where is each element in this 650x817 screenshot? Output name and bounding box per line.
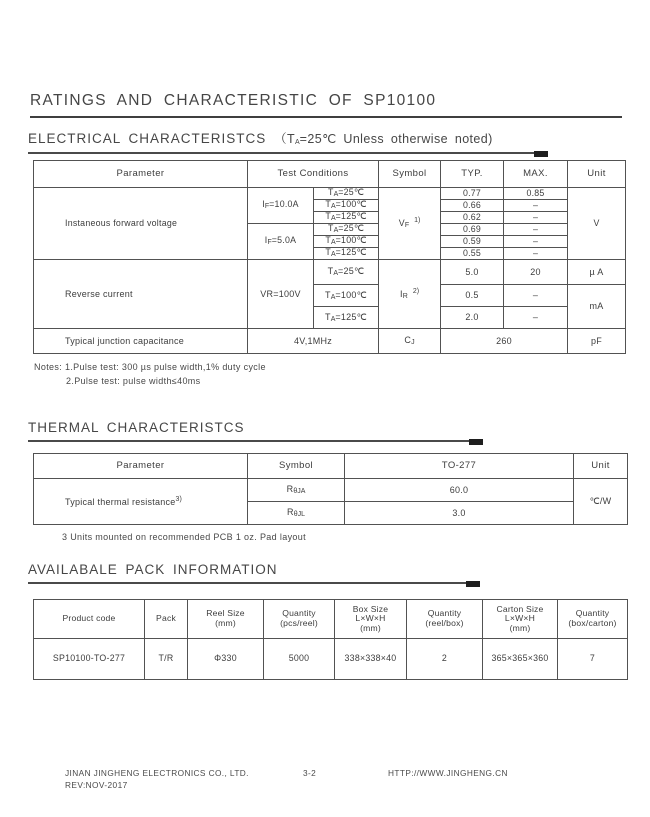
electrical-heading-text: ELECTRICAL CHARACTERISTCS xyxy=(28,131,267,146)
cond-vr-cell: VR=100V xyxy=(248,260,314,329)
cond-if5-cell xyxy=(248,224,314,260)
thermal-note: 3 Units mounted on recommended PCB 1 oz. Pad layout xyxy=(62,532,306,542)
cond-ta-cell xyxy=(314,260,379,285)
max-cell: – xyxy=(504,200,568,212)
table-row xyxy=(34,188,626,200)
if5-label: $I_F=5.0A$ xyxy=(264,235,297,247)
pack-cell: T/R xyxy=(145,639,188,680)
max-cell: – xyxy=(504,248,568,260)
ir-symbol: $I_R^{2)}$ xyxy=(399,287,420,300)
box-size-cell: 338×338×40 xyxy=(335,639,407,680)
cond-ta-cell xyxy=(314,236,379,248)
typ-max-cell: 260 xyxy=(441,329,568,354)
cj-symbol: $C_J$ xyxy=(404,335,415,347)
thermal-heading-text: THERMAL CHARACTERISTCS xyxy=(28,420,245,435)
header-max: MAX. xyxy=(504,161,568,188)
cond-if10-cell xyxy=(248,188,314,224)
typ-cell: 0.69 xyxy=(441,224,504,236)
carton-size-cell: 365×365×360 xyxy=(483,639,558,680)
heading-end-mark xyxy=(466,581,480,587)
max-cell: – xyxy=(504,212,568,224)
note-2: 2.Pulse test: pulse width≤40ms xyxy=(66,376,201,386)
max-cell: – xyxy=(504,307,568,329)
table-header-row xyxy=(34,161,626,188)
vf-symbol: $V_F^{1)}$ xyxy=(398,217,421,230)
cond-ta-cell xyxy=(314,285,379,307)
electrical-condition-text: （$T_A=25℃$ Unless otherwise noted) xyxy=(274,132,493,146)
header-parameter: Parameter xyxy=(34,454,248,479)
max-cell: – xyxy=(504,224,568,236)
typ-cell: 0.77 xyxy=(441,188,504,200)
typ-cell: 0.66 xyxy=(441,200,504,212)
thermal-section-heading xyxy=(28,420,483,442)
header-pack: Pack xyxy=(145,600,188,639)
ta100-label: $T_A=100℃$ xyxy=(325,199,367,211)
header-symbol: Symbol xyxy=(248,454,345,479)
pack-information-table xyxy=(33,599,628,680)
cond-ta-cell xyxy=(314,307,379,329)
header-to277: TO-277 xyxy=(345,454,574,479)
unit-cell: mA xyxy=(568,285,626,329)
product-code-cell: SP10100-TO-277 xyxy=(34,639,145,680)
cond-ta-cell xyxy=(314,248,379,260)
header-qty-carton: Quantity (box/carton) xyxy=(558,600,628,639)
thermal-param-label: Typical thermal resistance$^{3)}$ xyxy=(65,495,182,507)
header-carton-size: Carton Size L×W×H (mm) xyxy=(483,600,558,639)
symbol-cj-cell xyxy=(379,329,441,354)
header-symbol: Symbol xyxy=(379,161,441,188)
unit-cell: pF xyxy=(568,329,626,354)
footer-company: JINAN JINGHENG ELECTRONICS CO., LTD. xyxy=(65,768,249,778)
ta100-label: $T_A=100℃$ xyxy=(325,235,367,247)
typ-cell: 0.62 xyxy=(441,212,504,224)
typ-cell: 0.5 xyxy=(441,285,504,307)
table-row xyxy=(34,479,628,502)
unit-cell: µ A xyxy=(568,260,626,285)
electrical-section-heading xyxy=(28,129,548,154)
table-header-row xyxy=(34,454,628,479)
header-unit: Unit xyxy=(574,454,628,479)
unit-cell: ℃/W xyxy=(574,479,628,525)
typ-cell: 2.0 xyxy=(441,307,504,329)
header-product-code: Product code xyxy=(34,600,145,639)
qty-reel-cell: 5000 xyxy=(264,639,335,680)
ta25-label: $T_A=25℃$ xyxy=(327,266,365,278)
value-cell: 3.0 xyxy=(345,502,574,525)
if10-label: $I_F=10.0A$ xyxy=(262,199,299,211)
rthja-symbol: $R_{\theta JA}$ xyxy=(286,484,306,496)
symbol-rthja-cell xyxy=(248,479,345,502)
header-box-size: Box Size L×W×H (mm) xyxy=(335,600,407,639)
max-cell: 20 xyxy=(504,260,568,285)
electrical-characteristics-table xyxy=(33,160,626,354)
page-title: RATINGS AND CHARACTERISTIC OF SP10100 xyxy=(30,92,622,118)
ta125-label: $T_A=125℃$ xyxy=(325,211,367,223)
footer-revision: REV:NOV-2017 xyxy=(65,780,128,790)
param-cell: Reverse current xyxy=(34,260,248,329)
header-typ: TYP. xyxy=(441,161,504,188)
ta25-label: $T_A=25℃$ xyxy=(327,223,365,235)
param-cell xyxy=(34,479,248,525)
cond-ta-cell xyxy=(314,212,379,224)
typ-cell: 0.59 xyxy=(441,236,504,248)
ta100-label: $T_A=100℃$ xyxy=(324,289,368,301)
ta125-label: $T_A=125℃$ xyxy=(325,247,367,259)
pack-section-heading xyxy=(28,562,480,584)
cond-cj-cell: 4V,1MHz xyxy=(248,329,379,354)
max-cell: 0.85 xyxy=(504,188,568,200)
header-reel-size: Reel Size (mm) xyxy=(188,600,264,639)
header-qty-box: Quantity (reel/box) xyxy=(407,600,483,639)
thermal-characteristics-table xyxy=(33,453,628,525)
symbol-vf-cell xyxy=(379,188,441,260)
typ-cell: 0.55 xyxy=(441,248,504,260)
max-cell: – xyxy=(504,236,568,248)
table-row xyxy=(34,329,626,354)
note-1: Notes: 1.Pulse test: 300 µs pulse width,1% duty cycle xyxy=(34,362,266,372)
header-unit: Unit xyxy=(568,161,626,188)
unit-cell: V xyxy=(568,188,626,260)
qty-carton-cell: 7 xyxy=(558,639,628,680)
footer-page-number: 3-2 xyxy=(303,768,317,778)
cond-ta-cell xyxy=(314,200,379,212)
heading-end-mark xyxy=(469,439,483,445)
param-cell: Instaneous forward voltage xyxy=(34,188,248,260)
cond-ta-cell xyxy=(314,224,379,236)
symbol-rthjl-cell xyxy=(248,502,345,525)
typ-cell: 5.0 xyxy=(441,260,504,285)
table-row xyxy=(34,260,626,285)
symbol-ir-cell xyxy=(379,260,441,329)
heading-end-mark xyxy=(534,151,548,157)
value-cell: 60.0 xyxy=(345,479,574,502)
header-test-conditions: Test Conditions xyxy=(248,161,379,188)
cond-ta-cell xyxy=(314,188,379,200)
ta25-label: $T_A=25℃$ xyxy=(327,187,365,199)
qty-box-cell: 2 xyxy=(407,639,483,680)
table-row xyxy=(34,639,628,680)
pack-heading-text: AVAILABALE PACK INFORMATION xyxy=(28,562,278,577)
header-qty-reel: Quantity (pcs/reel) xyxy=(264,600,335,639)
table-header-row xyxy=(34,600,628,639)
reel-size-cell: Φ330 xyxy=(188,639,264,680)
ta125-label: $T_A=125℃$ xyxy=(324,311,368,323)
rthjl-symbol: $R_{\theta JL}$ xyxy=(286,507,306,519)
footer-website: HTTP://WWW.JINGHENG.CN xyxy=(388,768,508,778)
param-cell: Typical junction capacitance xyxy=(34,329,248,354)
header-parameter: Parameter xyxy=(34,161,248,188)
max-cell: – xyxy=(504,285,568,307)
